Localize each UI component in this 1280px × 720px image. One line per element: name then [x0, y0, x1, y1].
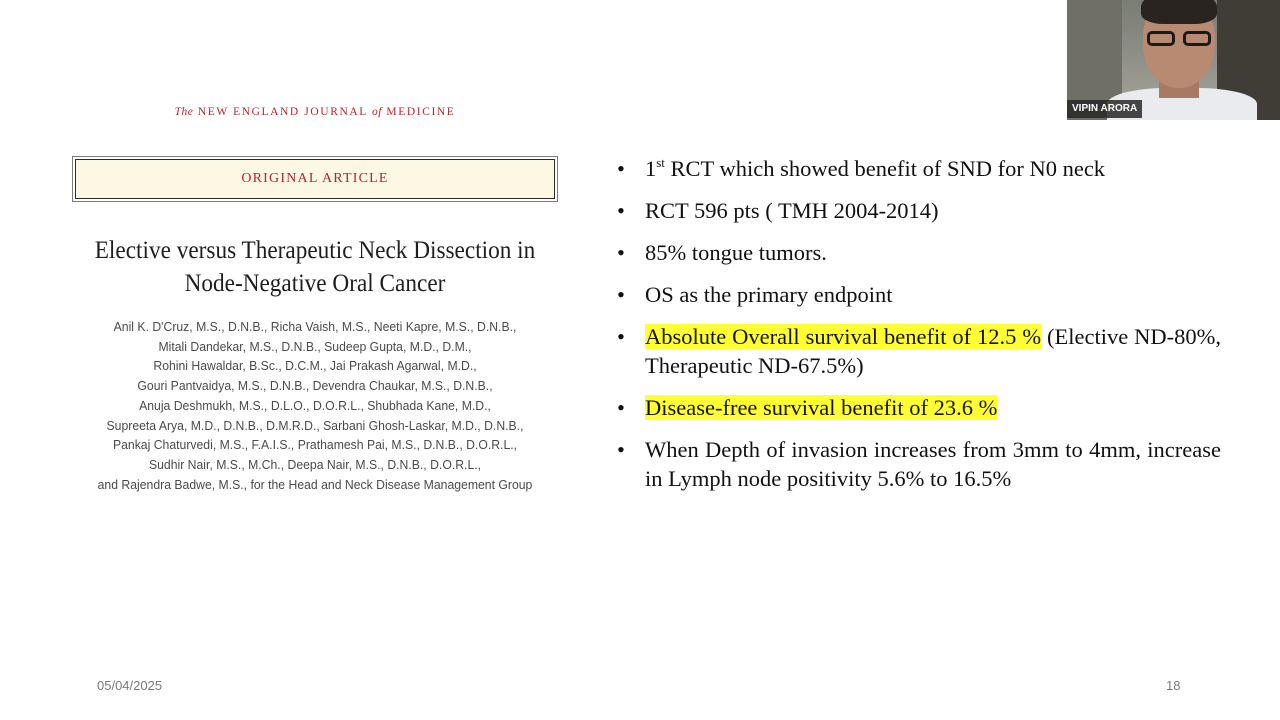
bullet-text: 85% tongue tumors. [645, 240, 827, 265]
highlighted-text: Disease-free survival benefit of 23.6 % [645, 395, 998, 420]
slide-number: 18 [1166, 678, 1181, 693]
participant-name-label: VIPIN ARORA [1067, 100, 1142, 118]
article-authors: Anil K. D'Cruz, M.S., D.N.B., Richa Vaish, M.S., Neeti Kapre, M.S., D.N.B., Mitali Dandekar, M.S., D.N.B., Sudeep Gupta, M.D., D.M., Rohini Hawaldar, B.Sc., D.C.M., Jai Prakash Agarwal, M.D., Gouri Pantvaidya, M.S., D.N.B., Devendra Chaukar, M.S., D.N.B., Anuja Deshmukh, M.S., D.L.O., D.O.R.L., Shubhada Kane, M.D., Supreeta Arya, M.D., D.N.B., D.M.R.D., Sarbani Ghosh-Laskar, M.D., D.N.B., Pankaj Chaturvedi, M.S., F.A.I.S., Prathamesh Pai, M.S., D.N.B., D.O.R.L., Sudhir Nair, M.S., M.Ch., Deepa Nair, M.S., D.N.B., D.O.R.L., and Rajendra Badwe, M.S., for the Head and Neck Disease Management Group [97, 319, 533, 492]
bullet-icon: • [617, 198, 625, 223]
article-title: Elective versus Therapeutic Neck Dissection in Node-Negative Oral Cancer [94, 237, 536, 297]
bullet-item [617, 393, 1221, 422]
participant-video-tile[interactable] [1067, 0, 1280, 120]
bullet-text: RCT 596 pts ( TMH 2004-2014) [645, 198, 939, 223]
bullet-item [617, 196, 1221, 225]
bullet-text: OS as the primary endpoint [645, 282, 893, 307]
bullet-text-prefix: 1 [645, 156, 657, 181]
bullet-text-superscript: st [656, 155, 665, 170]
bullet-item [617, 154, 1221, 183]
bullet-text: RCT which showed benefit of SND for N0 neck [664, 156, 1106, 181]
article-type-box [72, 156, 558, 202]
journal-header-suffix: MEDICINE [386, 106, 456, 118]
glasses-icon [1145, 31, 1213, 47]
bullet-icon: • [617, 395, 625, 420]
bullet-item [617, 322, 1221, 380]
journal-header-of: of [371, 106, 382, 118]
bullet-icon: • [617, 324, 625, 349]
person-hair [1141, 0, 1217, 24]
bullet-icon: • [617, 156, 625, 181]
journal-header [72, 106, 558, 124]
article-type-label: ORIGINAL ARTICLE [75, 159, 555, 199]
bullet-item [617, 280, 1221, 309]
journal-header-prefix: The [174, 106, 194, 118]
bullet-list [617, 154, 1221, 506]
bullet-item [617, 435, 1221, 493]
bullet-icon: • [617, 240, 625, 265]
journal-header-main: NEW ENGLAND JOURNAL [197, 106, 368, 118]
bullet-text: When Depth of invasion increases from 3mm to 4mm, increase in Lymph node positivity 5.6% to 16.5% [645, 437, 1221, 491]
glasses-lens-left [1147, 31, 1175, 46]
glasses-lens-right [1183, 31, 1211, 46]
highlighted-text: Absolute Overall survival benefit of 12.5 % [645, 324, 1042, 349]
bullet-icon: • [617, 282, 625, 307]
bullet-icon: • [617, 437, 625, 462]
bullet-item [617, 238, 1221, 267]
slide-date: 05/04/2025 [97, 678, 163, 693]
bullet-text: (Elective ND-80%, Therapeutic ND-67.5%) [645, 324, 1222, 378]
